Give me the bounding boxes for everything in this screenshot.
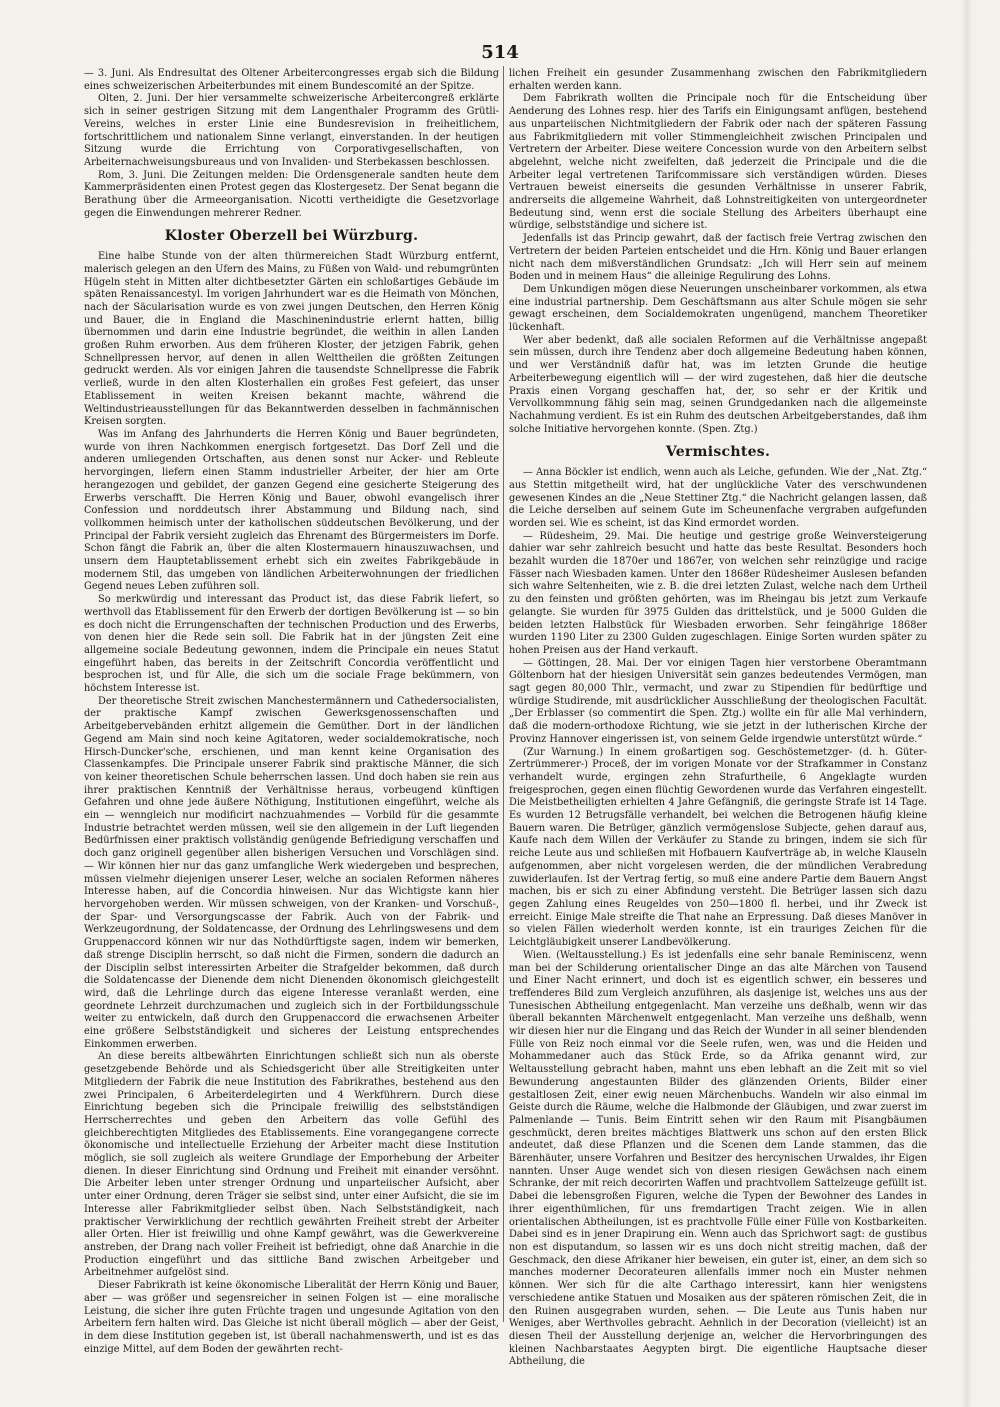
article-paragraph: An diese bereits altbewährten Einrichtungen schließt sich nun als oberste gesetzgebende Behörde und als Schiedsgericht über alle Streitigkeiten unter Mitgliedern der Fabrik die neue Institution des Fabrikrathes, bestehend aus den zwei Principalen, 6 Arbeiterdelegirten und 4 Werkführern. Durch diese Einrichtung begeben sich die Principale freiwillig des selbstständigen Herrscherrechtes und geben den Arbeitern das volle Gefühl des gleichberechtigten Mitgliedes des Etablissements. Eine vorangegangene correcte ökonomische und intellectuelle Erziehung der Arbeiter macht diese Institution möglich, sie soll zugleich als weitere Grundlage der Emporhebung der Arbeiter dienen. In dieser Einrichtung sind Ordnung und Freiheit mit einander versöhnt. Die Arbeiter leben unter strenger Ordnung und unparteiischer Aufsicht, aber unter einer Ordnung, deren Träger sie selbst sind, unter einer Aufsicht, die sie im Interesse aller Fabrikmitglieder selbst üben. Nach Selbstständigkeit, nach praktischer Verwirklichung der rechtlich gewährten Freiheit strebt der Arbeiter aller Orten. Hier ist freiwillig und ohne Kampf gewährt, was die Gewerkvereine anstreben, der Drang nach voller Freiheit ist befriedigt, ohne daß Anarchie in die Production eingeführt und das sittliche Band zwischen Arbeitgeber und Arbeitnehmer aufgelöst sind. xyxy=(84,1051,499,1279)
misc-item: (Zur Warnung.) In einem großartigen sog. Geschöstemetzger- (d. h. Güter-Zertrümmerer-) Proceß, der im vorigen Monate vor der Strafkammer in Constanz verhandelt wurde, ergingen zehn Strafurtheile, 6 Angeklagte wurden freigesprochen, gegen einen flüchtig Gewordenen wurde das Verfahren eingestellt. Die Meistbetheiligten erhielten 4 Jahre Gefängniß, die geringste Strafe ist 14 Tage. Es wurden 12 Betrugsfälle verhandelt, bei welchen die Betrogenen häufig kleine Bauern waren. Die Betrüger, gänzlich vermögenslose Subjecte, gehen darauf aus, Kaufe nach dem Willen der Verkäufer zu Stande zu bringen, indem sie sich für reiche Leute aus und schließen mit Hofbauern Kaufverträge ab, in welche Klauseln aufgenommen, aber nicht vorgelesen werden, die der mündlichen Verabredung zuwiderlaufen. Ist der Vertrag fertig, so muß eine andere Partie dem Bauern Angst machen, bis er sich zu einer Abfindung versteht. Die Betrüger lassen sich dazu gegen Zahlung eines Reugeldes von 250—1800 fl. herbei, und ihr Zweck ist erreicht. Einige Male streifte die That nahe an Erpressung. Daß dieses Manöver in so vielen Fällen wiederholt werden konnte, ist ein trauriges Zeichen für die Leichtgläubigkeit unserer Landbevölkerung. xyxy=(509,746,927,949)
page-fold-shadow xyxy=(962,0,972,1407)
misc-item: Wien. (Weltausstellung.) Es ist jedenfalls eine sehr banale Reminiscenz, wenn man bei der Schilderung orientalischer Dinge an das alte Märchen von Tausend und Einer Nacht erinnert, und doch ist es eigentlich schwer, ein besseres und treffenderes Bild zum Vergleich anzuführen, als dasjenige ist, welches uns aus der Tunesischen Abtheilung entgegenlacht. Man verzeihe uns deßhalb, wenn wir das überall bekannten Märchenwelt entgegenlacht. Man verzeihe uns deßhalb, wenn wir diesen hier nur die Eingang und das Reich der Wunder in all seiner blendenden Fülle von Reiz noch einmal vor die Seele rufen, wen, was und die Heiden und Mohammedaner auch das Stück Erde, so da Afrika genannt wird, zur Weltausstellung gebracht haben, mahnt uns eben lebhaft an die Zeit mit so viel Bewunderung angestaunten Bilder des glänzenden Orients, Bilder einer gestaltlosen Zeit, einer ewig neuen Märchenbuchs. Wandeln wir also einmal im Geiste durch die Räume, welche die Halbmonde der Gläubigen, und zwar zuerst im Palmenlande — Tunis. Beim Eintritt sehen wir den Raum mit Pisangbäumen geschmückt, deren breites mächtiges Blattwerk uns schon auf den ersten Blick andeutet, daß diese Pflanzen und die Scenen dem Lande stammen, das die Bärenhäuter, unsere Vorfahren und Besitzer des hercynischen Urwaldes, ihr Eigen nannten. Unser Auge wendet sich von diesen riesigen Gewächsen nach einem Schranke, der mit reich decorirten Waffen und prachtvollem Sattelzeuge gefüllt ist. Dabei die lebensgroßen Figuren, welche die Typen der Bewohner des Landes in ihrer eigenthümlichen, für uns fremdartigen Tracht zeigen. Wie in allen orientalischen Abtheilungen, ist es prachtvolle Fülle einer Fülle von Kostbarkeiten. Dabei sind es in jener Drapirung ein. Wenn auch das Sprichwort sagt: de gustibus non est disputandum, so lassen wir es uns doch nicht streitig machen, daß der Geschmack, den diese Afrikaner hier beweisen, ein guter ist, einer, an dem sich so manches moderner Decorateuren allenfalls immer noch ein Muster nehmen können. Wer sich für die alte Carthago interessirt, kann hier wenigstens verschiedene antike Statuen und Mosaiken aus der späteren römischen Zeit, die in den Ruinen ausgegraben wurden, sehen. — Die Leute aus Tunis haben nur Weniges, aber Werthvolles gebracht. Aehnlich in der Decoration (vielleicht) ist an diesen Theil der Ausstellung derjenige an, welcher die Hervorbringungen des kleinen Nachbarstaates Aegypten birgt. Die eigentliche Hauptsache dieser Abtheilung, die xyxy=(509,949,927,1368)
news-item-olten: Olten, 2. Juni. Der hier versammelte schweizerische Arbeitercongreß erklärte sich in seiner gestrigen Sitzung mit dem Langenthaler Programm des Grütli-Vereins, welches in erster Linie eine Bundesrevision in freiheitlichem, fortschrittlichem und nationalem Sinne verlangt, einverstanden. In der heutigen Sitzung wurde die Errichtung von Corporativgesellschaften, von Arbeiternachweisungsbureaus und von Invaliden- und Sterbekassen beschlossen. xyxy=(84,93,499,168)
article-paragraph: Dem Fabrikrath wollten die Principale noch für die Entscheidung über Aenderung des Lohnes resp. hier des Tarifs ein Einigungsamt anfügen, bestehend aus unparteiischen Nichtmitgliedern der Fabrik oder nach der späteren Fassung aus Fabrikmitgliedern mit voller Stimmengleichheit zwischen Principalen und Vertretern der Arbeiter. Diese weitere Concession wurde von den Arbeitern selbst abgelehnt, welche nicht zweifelten, daß jederzeit die Principale und die die Arbeiter legal vertretenen Tarifcommissare sich verständigen würden. Dieses Vertrauen beweist einerseits die gesunden Verhältnisse in unserer Fabrik, andrerseits die allgemeine Wahrheit, daß Lohnstreitigkeiten von untergeordneter Bedeutung sind, wenn erst die sociale Stellung des Arbeiters überhaupt eine würdige, selbstständige und sichere ist. xyxy=(509,93,927,232)
article-paragraph: Eine halbe Stunde von der alten thürmereichen Stadt Würzburg entfernt, malerisch gelegen an den Ufern des Mains, zu Füßen von Wald- und rebumgrünten Hügeln steht in Mitten alter dichtbesetzter Gärten ein schloßartiges Gebäude im späten Renaissancestyl. Im vorigen Jahrhundert war es die Heimath von Mönchen, nach der Säcularisation wurde es von zwei jungen Deutschen, den Herren König und Bauer, die in England die Maschinenindustrie erlernt hatten, billig übernommen und darin eine Industrie begründet, die weithin in allen Landen großen Ruhm erworben. Aus dem früheren Kloster, der jetzigen Fabrik, gehen Schnellpressen hervor, auf denen in allen Welttheilen die größten Zeitungen gedruckt werden. Als vor einigen Jahren die tausendste Schnellpresse die Fabrik verließ, wurde in den alten Klosterhallen ein großes Fest gefeiert, das unser Etablissement in weiten Kreisen bekannt machte, während die Weltindustrieausstellungen für das Bekanntwerden desselben in fachmännischen Kreisen sorgten. xyxy=(84,251,499,428)
article-paragraph: Wer aber bedenkt, daß alle socialen Reformen auf die Verhältnisse angepaßt sein müssen, durch ihre Tendenz aber doch allgemeine Bedeutung haben können, und wer Verständniß dafür hat, was im letzten Grunde die heutige Arbeiterbewegung eigentlich will — der wird zugestehen, daß hier die deutsche Praxis einen Vorgang geschaffen hat, der, so sehr er der Kritik und Vervollkommnung fähig sein mag, seinen Grundgedanken nach die allgemeinste Nachahmung verdient. Es ist ein Ruhm des deutschen Arbeitgeberstandes, daß ihm solche Initiative hervorgehen konnte. (Spen. Ztg.) xyxy=(509,334,927,435)
page-number: 514 xyxy=(481,42,519,63)
misc-item: — Anna Böckler ist endlich, wenn auch als Leiche, gefunden. Wie der „Nat. Ztg.“ aus Stettin mitgetheilt wird, hat der unglückliche Vater des verschwundenen gewesenen Kindes an die „Neue Stettiner Ztg.“ die Nachricht gelangen lassen, daß die Leiche derselben auf seinem Gute im Scheunenfache vergraben aufgefunden worden sei. Wie es scheint, ist das Kind ermordet worden. xyxy=(509,467,927,529)
article-paragraph: Dieser Fabrikrath ist keine ökonomische Liberalität der Herrn König und Bauer, aber — was größer und segensreicher in seinen Folgen ist — eine moralische Leistung, die sicher ihre guten Früchte tragen und ungesunde Agitation von den Arbeitern fern halten wird. Das Gleiche ist nicht überall möglich — aber der Geist, in dem diese Institution gegeben ist, ist überall nachahmenswerth, und ist es das einzige Mittel, auf dem Boden der gewährten recht- xyxy=(84,1280,499,1355)
article-paragraph: Dem Unkundigen mögen diese Neuerungen unscheinbarer vorkommen, als etwa eine industrial partnership. Dem Geschäftsmann aus alter Schule mögen sie sehr gewagt erscheinen, dem Socialdemokraten ungenügend, manchem Theoretiker lückenhaft. xyxy=(509,283,927,334)
article-paragraph: Was im Anfang des Jahrhunderts die Herren König und Bauer begründeten, wurde von ihren Nachkommen energisch fortgesetzt. Das Dorf Zell und die anderen umliegenden Ortschaften, aus denen sonst nur Acker- und Rebleute hervorgingen, liefern einen Stamm industrieller Arbeiter, der hier am Orte herangezogen und gebildet, der ganzen Gegend eine gesicherte Steigerung des Erwerbs verschafft. Die Herren König und Bauer, obwohl evangelisch ihrer Confession und norddeutsch ihrer Abstammung und Bildung nach, sind vollkommen heimisch unter der katholischen süddeutschen Bevölkerung, und der Principal der Fabrik versieht zugleich das Ehrenamt des Bürgermeisters im Dorfe. Schon fängt die Fabrik an, über die alten Klostermauern hinauszuwachsen, und unsern dem Hauptetablissement erhebt sich ein zweites Fabrikgebäude in modernem Stil, das umgeben von ländlichen Arbeiterwohnungen der friedlichen Gegend neues Leben zuführen soll. xyxy=(84,428,499,593)
article-paragraph: So merkwürdig und interessant das Product ist, das diese Fabrik liefert, so werthvoll das Etablissement für den Erwerb der dortigen Bevölkerung ist — so bin es doch nicht die Errungenschaften der technischen Production und des Erwerbs, von denen hier die Rede sein soll. Die Fabrik hat in der jüngsten Zeit eine allgemeine sociale Bedeutung gewonnen, indem die Principale ein neues Statut eingeführt haben, das bereits in der Zeitschrift Concordia veröffentlicht und besprochen ist, und für Alle, die sich um die sociale Frage bekümmern, von höchstem Interesse ist. xyxy=(84,594,499,695)
section-title: Vermischtes. xyxy=(665,444,771,461)
column-divider xyxy=(503,66,504,1322)
article-paragraph: Der theoretische Streit zwischen Manchestermännern und Cathedersocialisten, der praktische Kampf zwischen Gewerksgenossenschaften und Arbeitgebervebänden erhitzt allgemein die Gemüther. Dort in der ländlichen Gegend am Main sind noch keine Agitatoren, weder socialdemokratische, noch Hirsch-Duncker'sche, erschienen, und man kennt keine Organisation des Classenkampfes. Die Principale unserer Fabrik sind praktische Männer, die sich von keiner theoretischen Schule beherrschen lassen. Und doch haben sie rein aus ihrer praktischen Kenntniß der Verhältnisse heraus, vorbeugend künftigen Gefahren und ohne jede äußere Nöthigung, Institutionen eingeführt, welche als ein — wenngleich nur modificirt nachzuahmendes — Vorbild für die gesammte Industrie betrachtet werden müssen, weil sie den allgemein in der Luft liegenden Bedürfnissen einer praktisch vollständig genügende Befriedigung verschaffen und doch ganz originell gegenüber allen bisherigen Versuchen und Vorschlägen sind. — Wir können hier nur das ganz umfangliche Werk wiedergeben und besprechen, müssen vielmehr diejenigen unserer Leser, welche an socialen Reformen näheres Interesse haben, auf die Concordia hinweisen. Nur das Wichtigste kann hier hervorgehoben werden. Wir müssen schweigen, von der Kranken- und Vorschuß-, der Spar- und Versorgungscasse der Fabrik. Auch von der Fabrik- und Werkzeugordnung, der Soldatencasse, der Ordnung des Lehrlingswesens und dem Gruppenaccord können wir nur das Nothdürftigste sagen, indem wir bemerken, daß strenge Disciplin herrscht, so daß nicht die Firmen, sondern die dadurch an der Disciplin selbst interessirten Arbeiter die Strafgelder bekommen, daß durch die Soldatencasse der Dienende dem nicht Dienenden ökonomisch gleichgestellt wird, daß die Lehrlinge durch das eigene Interesse veranlaßt werden, eine geordnete Lehrzeit durchzumachen und zugleich sich in der Fortbildungsschule weiter zu entwickeln, daß durch den Gruppenaccord die erwachsenen Arbeiter eine größere Selbstständigkeit und sicheres der Leistung entsprechendes Einkommen erwerben. xyxy=(84,695,499,1050)
article-continuation: lichen Freiheit ein gesunder Zusammenhang zwischen den Fabrikmitgliedern erhalten werden kann. xyxy=(509,68,927,92)
article-title: Kloster Oberzell bei Würzburg. xyxy=(164,228,419,245)
misc-item: — Rüdesheim, 29. Mai. Die heutige und gestrige große Weinversteigerung dahier war sehr zahlreich besucht und hatte das beste Resultat. Besonders hoch bezahlt wurden die 1870er und 1867er, von welchen sehr reinzügige und racige Fässer nach Wiesbaden kamen. Unter den 1868er Rüdesheimer Auslesen befanden sich wahre Seltenheiten, wie z. B. die drei letzten Zulast, welche nach dem Urtheil zu den feinsten und größten gehörten, was im Rheingau bis jetzt zum Verkaufe gelangte. Sie wurden für 3975 Gulden das drittelstück, und je 5000 Gulden die beiden letzten Halbstück für Wiesbaden erworben. Sehr feingährige 1868er wurden 1190 Liter zu 2300 Gulden zugeschlagen. Einige Sorten wurden später zu hohen Preisen aus der Hand verkauft. xyxy=(509,530,927,656)
news-item-olten-summary: — 3. Juni. Als Endresultat des Oltener Arbeitercongresses ergab sich die Bildung eines schweizerischen Arbeiterbundes mit einem Bundescomité an der Spitze. xyxy=(84,68,499,92)
article-paragraph: Jedenfalls ist das Princip gewahrt, daß der factisch freie Vertrag zwischen den Vertretern der beiden Parteien entscheidet und die Hrn. König und Bauer erlangen nicht nach dem mißverständlichen Grundsatz: „Ich will Herr sein auf meinem Boden und in meinem Haus“ die alleinige Regulirung des Lohns. xyxy=(509,233,927,283)
left-column xyxy=(84,68,499,1356)
misc-item: — Göttingen, 28. Mai. Der vor einigen Tagen hier verstorbene Oberamtmann Göltenborn hat der hiesigen Universität sein ganzes bedeutendes Vermögen, man sagt gegen 80,000 Thlr., vermacht, und zwar zu Stipendien für bedürftige und würdige Studirende, mit ausdrücklicher Ausschließung der theologischen Facultät. „Der Erblasser (so commentirt die Spen. Ztg.) wollte ein für alle Mal verhindern, daß die modern-orthodoxe Richtung, wie sie jetzt in der lutherischen Kirche der Provinz Hannover eingerissen ist, von seinem Gelde irgendwie unterstützt würde.“ xyxy=(509,657,927,745)
right-column xyxy=(509,68,927,1369)
news-item-rom: Rom, 3. Juni. Die Zeitungen melden: Die Ordensgenerale sandten heute dem Kammerpräsidenten einen Protest gegen das Klostergesetz. Der Senat begann die Berathung über die Armeeorganisation. Nicotti vertheidigte die Gesetzvorlage gegen die Einwendungen mehrerer Redner. xyxy=(84,169,499,219)
